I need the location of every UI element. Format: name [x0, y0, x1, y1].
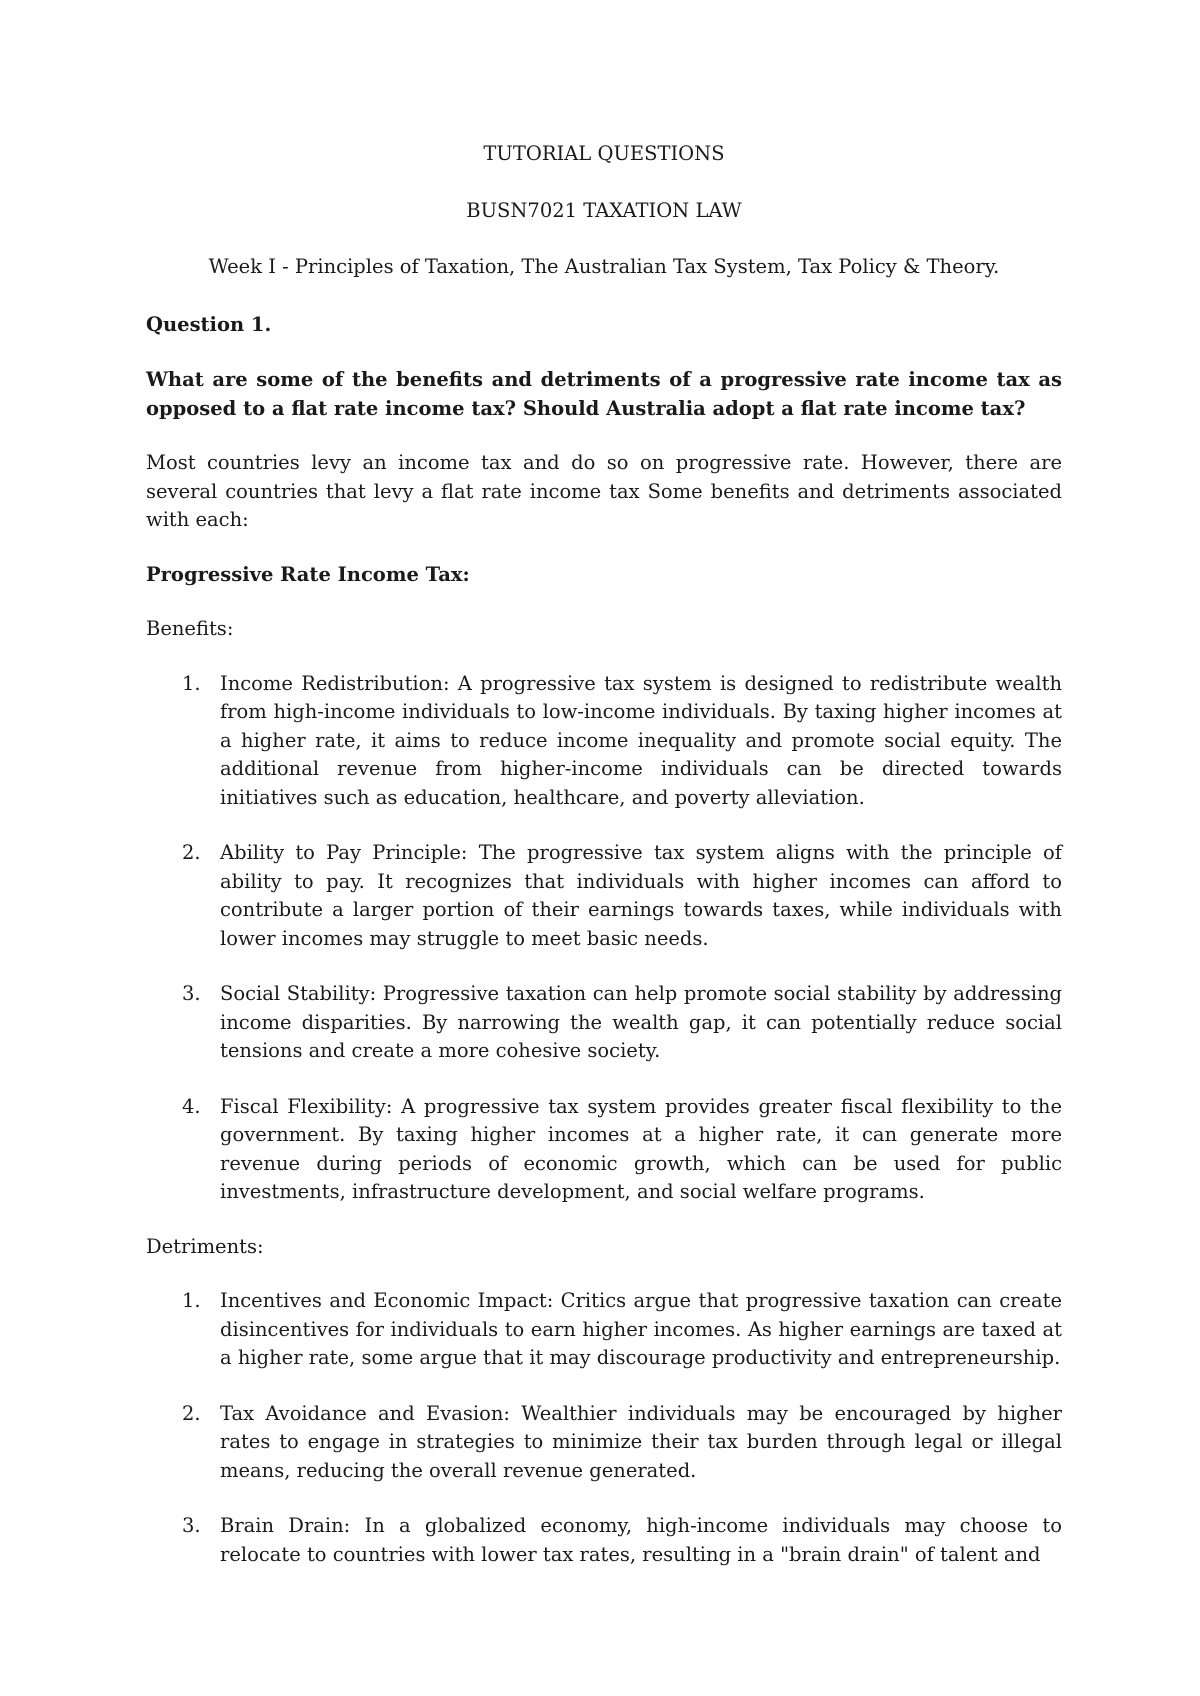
benefits-list [146, 670, 1062, 1207]
list-item [146, 1512, 1062, 1569]
list-number: 3. [182, 1514, 201, 1537]
list-number: 2. [182, 841, 201, 864]
list-text: Brain Drain: In a globalized economy, high-income individuals may choose to relocate to countries with lower tax rates, resulting in a "brain drain" of talent and [220, 1514, 1062, 1566]
list-number: 2. [182, 1401, 201, 1425]
course-title: BUSN7021 TAXATION LAW [466, 198, 742, 222]
list-item [146, 1093, 1062, 1207]
list-text: Fiscal Flexibility: A progressive tax system provides greater fiscal flexibility to the government. By taxing higher incomes at a higher rate, it can generate more revenue during periods of economic growth, which can be used for public investments, infrastructure development, and social welfare programs. [220, 1094, 1062, 1203]
question-text: What are some of the benefits and detriments of a progressive rate income tax as opposed to a flat rate income tax? Should Australia adopt a flat rate income tax? [146, 368, 1062, 420]
list-text: Ability to Pay Principle: The progressive tax system aligns with the principle of ability to pay. It recognizes that individuals with higher incomes can afford to contribute a larger portion of their earnings towards taxes, while individuals with lower incomes may struggle to meet basic needs. [220, 841, 1062, 950]
list-number: 4. [182, 1094, 201, 1118]
list-text: Social Stability: Progressive taxation can help promote social stability by addressing income disparities. By narrowing the wealth gap, it can potentially reduce social tensions and create a more cohesive society. [220, 982, 1062, 1062]
week-title: Week I - Principles of Taxation, The Australian Tax System, Tax Policy & Theory. [208, 255, 1000, 278]
detriments-list [146, 1287, 1062, 1569]
list-item [146, 980, 1062, 1066]
section-heading: Progressive Rate Income Tax: [146, 562, 470, 586]
list-item [146, 839, 1062, 953]
list-item [146, 1400, 1062, 1486]
list-text: Income Redistribution: A progressive tax system is designed to redistribute wealth from high-income individuals to low-income individuals. By taxing higher incomes at a higher rate, it aims to reduce income inequality and promote social equity. The additional revenue from higher-income individuals can be directed towards initiatives such as education, healthcare, and poverty alleviation. [220, 671, 1062, 809]
document-title: TUTORIAL QUESTIONS [483, 142, 725, 165]
list-text: Tax Avoidance and Evasion: Wealthier individuals may be encouraged by higher rates to engage in strategies to minimize their tax burden through legal or illegal means, reducing the overall revenue generated. [220, 1401, 1062, 1482]
document-page [146, 140, 1062, 1569]
list-number: 3. [182, 982, 201, 1005]
question-label: Question 1. [146, 312, 272, 336]
list-number: 1. [182, 1289, 201, 1312]
benefits-label: Benefits: [146, 617, 234, 640]
list-item [146, 1287, 1062, 1373]
list-text: Incentives and Economic Impact: Critics argue that progressive taxation can create disincentives for individuals to earn higher incomes. As higher earnings are taxed at a higher rate, some argue that it may discourage productivity and entrepreneurship. [220, 1289, 1062, 1369]
list-number: 1. [182, 671, 201, 695]
detriments-label: Detriments: [146, 1234, 264, 1258]
intro-paragraph: Most countries levy an income tax and do so on progressive rate. However, there are several countries that levy a flat rate income tax Some benefits and detriments associated with each: [146, 451, 1062, 531]
list-item [146, 670, 1062, 813]
